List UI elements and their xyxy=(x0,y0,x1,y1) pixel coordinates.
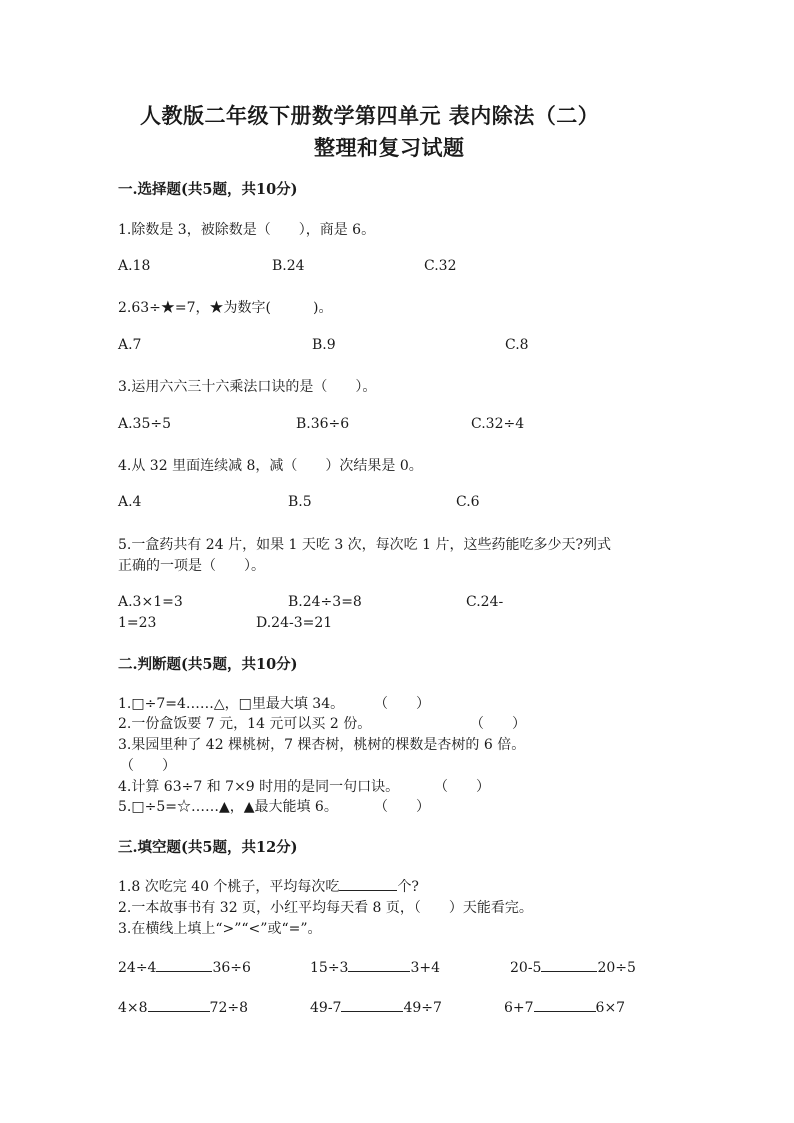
compare-right: 72÷8 xyxy=(209,1000,248,1016)
question-text: 2.一份盒饭要 7 元，14 元可以买 2 份。 xyxy=(118,716,372,732)
answer-paren: （ ） xyxy=(434,779,490,795)
compare-left: 24÷4 xyxy=(118,960,157,976)
question-text xyxy=(118,876,419,896)
question-text: 4.计算 63÷7 和 7×9 时用的是同一句口诀。 xyxy=(118,779,400,795)
option-c: C.32 xyxy=(424,258,457,274)
option-b: B.36÷6 xyxy=(296,416,350,432)
compare-item xyxy=(504,997,625,1016)
page-title-line2: 整理和复习试题 xyxy=(314,135,465,160)
section-heading-judge: 二.判断题(共5题，共10分) xyxy=(118,656,298,673)
answer-blank xyxy=(339,876,397,891)
compare-right: 49÷7 xyxy=(403,1000,442,1016)
compare-right: 20÷5 xyxy=(597,960,636,976)
question-text: 5.一盒药共有 24 片，如果 1 天吃 3 次，每次吃 1 片，这些药能吃多少天?列式 xyxy=(118,537,611,553)
answer-blank xyxy=(341,997,403,1012)
answer-blank xyxy=(156,957,212,972)
question-text: 3.在横线上填上“>”“<”或“=”。 xyxy=(118,921,322,937)
question-text: 2.一本故事书有 32 页，小红平均每天看 8 页，（ ）天能看完。 xyxy=(118,900,533,916)
answer-blank xyxy=(148,997,210,1012)
compare-item xyxy=(310,997,442,1016)
option-a: A.7 xyxy=(118,337,142,353)
compare-item xyxy=(510,957,636,976)
compare-right: 6×7 xyxy=(595,1000,626,1016)
compare-right: 3+4 xyxy=(410,960,440,976)
option-c-continued: 1=23 xyxy=(118,615,157,631)
compare-left: 49-7 xyxy=(310,1000,342,1016)
answer-blank xyxy=(534,997,596,1012)
question-text: 1.除数是 3，被除数是（ ），商是 6。 xyxy=(118,222,376,238)
option-a: A.3×1=3 xyxy=(118,594,183,610)
compare-left: 15÷3 xyxy=(310,960,349,976)
question-text: 2.63÷★=7，★为数字( )。 xyxy=(118,300,333,316)
option-c: C.24- xyxy=(466,594,504,610)
compare-left: 20-5 xyxy=(510,960,542,976)
option-b: B.24÷3=8 xyxy=(288,594,362,610)
option-a: A.35÷5 xyxy=(118,416,172,432)
section-heading-choice: 一.选择题(共5题，共10分) xyxy=(118,181,298,198)
question-text: 1.□÷7=4……△，□里最大填 34。 xyxy=(118,696,345,712)
answer-blank xyxy=(348,957,410,972)
compare-item xyxy=(118,957,251,976)
answer-blank xyxy=(541,957,597,972)
question-text: 3.运用六六三十六乘法口诀的是（ ）。 xyxy=(118,379,377,395)
question-text: 5.□÷5=☆……▲，▲最大能填 6。 xyxy=(118,799,338,815)
question-text: 4.从 32 里面连续减 8，减（ ）次结果是 0。 xyxy=(118,458,423,474)
answer-paren: （ ） xyxy=(470,716,526,732)
option-b: B.5 xyxy=(288,494,312,510)
compare-right: 36÷6 xyxy=(212,960,251,976)
option-c: C.32÷4 xyxy=(471,416,525,432)
compare-item xyxy=(310,957,440,976)
section-heading-fill: 三.填空题(共5题，共12分) xyxy=(118,839,298,856)
compare-left: 4×8 xyxy=(118,1000,148,1016)
question-text: 3.果园里种了 42 棵桃树，7 棵杏树，桃树的棵数是杏树的 6 倍。 xyxy=(118,737,526,753)
option-b: B.9 xyxy=(312,337,336,353)
compare-item xyxy=(118,997,248,1016)
option-a: A.18 xyxy=(118,258,151,274)
question-text-pre: 1.8 次吃完 40 个桃子，平均每次吃 xyxy=(118,879,340,895)
answer-paren: （ ） xyxy=(120,758,176,774)
option-c: C.8 xyxy=(505,337,529,353)
compare-left: 6+7 xyxy=(504,1000,534,1016)
option-c: C.6 xyxy=(456,494,480,510)
option-b: B.24 xyxy=(272,258,305,274)
option-a: A.4 xyxy=(118,494,142,510)
answer-paren: （ ） xyxy=(374,799,430,815)
question-text-post: 个? xyxy=(397,879,419,895)
question-text: 正确的一项是（ ）。 xyxy=(118,558,265,574)
option-d: D.24-3=21 xyxy=(256,615,333,631)
answer-paren: （ ） xyxy=(374,696,430,712)
page-title-line1: 人教版二年级下册数学第四单元 表内除法（二） xyxy=(140,103,600,128)
